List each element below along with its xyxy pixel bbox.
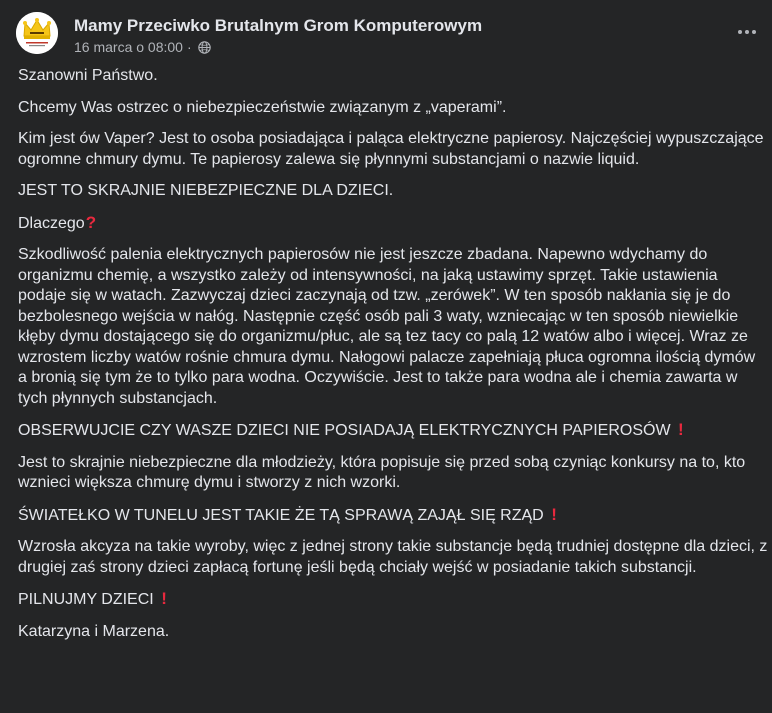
page-avatar[interactable] — [16, 12, 58, 54]
post-paragraph: Wzrosła akcyza na takie wyroby, więc z jednej strony takie substancje będą trudniej dostępne dla dzieci, z drugiej zaś strony dzieci zapłacą fortunę jeśli będą chciały wejść w posiadanie takich substancji. — [18, 538, 768, 576]
separator: · — [186, 39, 192, 55]
red-question-icon: ? — [85, 212, 97, 232]
paragraph-text: OBSERWUJCIE CZY WASZE DZIECI NIE POSIADAJĄ ELEKTRYCZNYCH PAPIEROSÓW — [18, 422, 671, 439]
paragraph-text: PILNUJMY DZIECI — [18, 591, 154, 608]
post-paragraph: Kim jest ów Vaper? Jest to osoba posiadająca i paląca elektryczne papierosy. Najczęściej wypuszczające ogromne chmury dymu. Te papierosy zalewa się płynnymi substancjami o nazwie liquid. — [18, 130, 764, 168]
post-header — [16, 12, 482, 56]
page-name-link[interactable]: Mamy Przeciwko Brutalnym Grom Komputerowym — [74, 16, 483, 35]
crown-icon — [16, 12, 58, 54]
paragraph-text: ŚWIATEŁKO W TUNELU JEST TAKIE ŻE TĄ SPRAWĄ ZAJĄŁ SIĘ RZĄD — [18, 506, 544, 524]
post-paragraph — [18, 589, 768, 611]
post-paragraph: Szanowni Państwo. — [18, 67, 158, 84]
post-paragraph — [18, 213, 768, 235]
post-paragraph: JEST TO SKRAJNIE NIEBEZPIECZNE DLA DZIECI. — [18, 182, 394, 199]
dot-icon — [738, 30, 742, 34]
post-date[interactable]: 16 marca o 08:00 — [74, 39, 183, 55]
post-body — [18, 66, 768, 653]
post-subline — [74, 38, 482, 56]
post-paragraph — [18, 505, 768, 527]
red-exclamation-icon: ! — [161, 589, 167, 608]
post-paragraph: Jest to skrajnie niebezpieczne dla młodzieży, która popisuje się przed sobą czyniąc konkursy na to, kto wznieci większa chmurę dymu i stworzy z nich wzorki. — [18, 453, 746, 491]
dot-icon — [745, 30, 749, 34]
globe-icon[interactable] — [198, 41, 211, 54]
post-meta — [74, 15, 482, 56]
post-paragraph: Katarzyna i Marzena. — [18, 622, 170, 640]
post-paragraph — [18, 420, 768, 442]
post-paragraph: Chcemy Was ostrzec o niebezpieczeństwie związanym z „vaperami”. — [18, 98, 507, 116]
more-options-icon[interactable] — [732, 20, 762, 44]
dot-icon — [752, 30, 756, 34]
post-paragraph: Szkodliwość palenia elektrycznych papierosów nie jest jeszcze zbadana. Napewno wdychamy do organizmu chemię, a wszystko zależy od intensywności, na jaką ustawimy sprzęt. Takie ustawienia podaje się w watach. Zazwyczaj dzieci zaczynają od tzw. „zerówek”. W ten sposób nakłania się je do bezbolesnego wejścia w nałóg. Następnie część osób pali 3 waty, wzniecając w ten sposób niewielkie kłęby dymu dostającego się do organizmu/płuc, ale są tez tacy co palą 12 watów albo i więcej. Wraz ze wzrostem liczby watów rośnie chmura dymu. Nałogowi palacze zapełniają płuca ogromna ilością dymów a bronią się tym że to tylko para wodna. Oczywiście. Jest to także para wodna ale i chemia zawarta w tych płynnych substancjach. — [18, 246, 756, 407]
red-exclamation-icon: ! — [551, 504, 557, 524]
paragraph-text: Dlaczego — [18, 214, 85, 232]
red-exclamation-icon: ! — [678, 420, 684, 439]
